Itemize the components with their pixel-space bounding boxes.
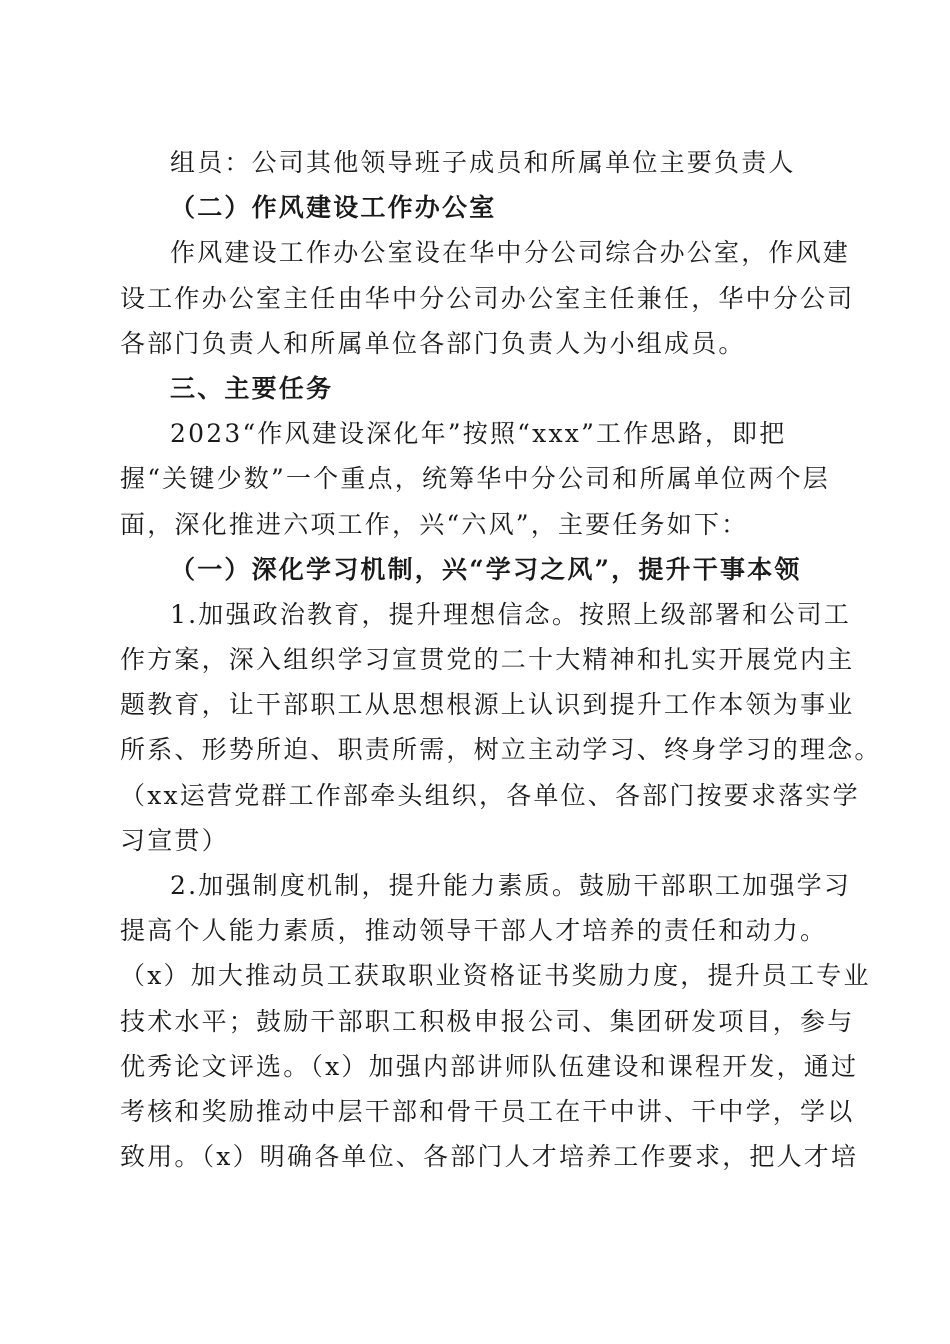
subsection-heading-study: （一）深化学习机制，兴“学习之风”，提升干事本领 bbox=[170, 554, 802, 584]
paragraph-line: 所系、形势所迫、职责所需，树立主动学习、终身学习的理念。 bbox=[120, 735, 882, 765]
paragraph-line: 1.加强政治教育，提升理想信念。按照上级部署和公司工 bbox=[170, 599, 852, 629]
document-body bbox=[120, 140, 882, 1179]
paragraph-line: 作风建设工作办公室设在华中分公司综合办公室，作风建 bbox=[170, 238, 851, 268]
paragraph-line: 考核和奖励推动中层干部和骨干员工在干中讲、干中学，学以 bbox=[120, 1096, 855, 1126]
paragraph-line: 提高个人能力素质，推动领导干部人才培养的责任和动力。 bbox=[120, 916, 828, 946]
paragraph-line: 各部门负责人和所属单位各部门负责人为小组成员。 bbox=[120, 328, 746, 358]
paragraph-line: 题教育，让干部职工从思想根源上认识到提升工作本领为事业 bbox=[120, 690, 855, 720]
paragraph-line: 设工作办公室主任由华中分公司办公室主任兼任，华中分公司 bbox=[120, 283, 855, 313]
paragraph-line: 优秀论文评选。（x）加强内部讲师队伍建设和课程开发，通过 bbox=[120, 1051, 859, 1081]
paragraph-line: 2.加强制度机制，提升能力素质。鼓励干部职工加强学习 bbox=[170, 871, 852, 900]
paragraph-line: 习宣贯） bbox=[120, 825, 229, 855]
paragraph-line: （xx运营党群工作部牵头组织，各单位、各部门按要求落实学 bbox=[120, 780, 860, 810]
section-heading-main-tasks: 三、主要任务 bbox=[170, 373, 334, 403]
paragraph-line: （x）加大推动员工获取职业资格证书奖励力度，提升员工专业 bbox=[120, 961, 871, 991]
paragraph-line: 技术水平；鼓励干部职工积极申报公司、集团研发项目，参与 bbox=[120, 1006, 855, 1036]
paragraph-line: 面，深化推进六项工作，兴“六风”，主要任务如下： bbox=[120, 509, 749, 539]
paragraph-line: 作方案，深入组织学习宣贯党的二十大精神和扎实开展党内主 bbox=[120, 645, 855, 675]
paragraph-line: 致用。（x）明确各单位、各部门人才培养工作要求，把人才培 bbox=[120, 1142, 859, 1172]
members-line: 组员：公司其他领导班子成员和所属单位主要负责人 bbox=[170, 148, 796, 177]
paragraph-line: 2023“作风建设深化年”按照“xxx”工作思路，即把 bbox=[170, 419, 787, 449]
section-heading-office: （二）作风建设工作办公室 bbox=[170, 193, 497, 223]
paragraph-line: 握“关键少数”一个重点，统筹华中分公司和所属单位两个层 bbox=[120, 464, 830, 494]
